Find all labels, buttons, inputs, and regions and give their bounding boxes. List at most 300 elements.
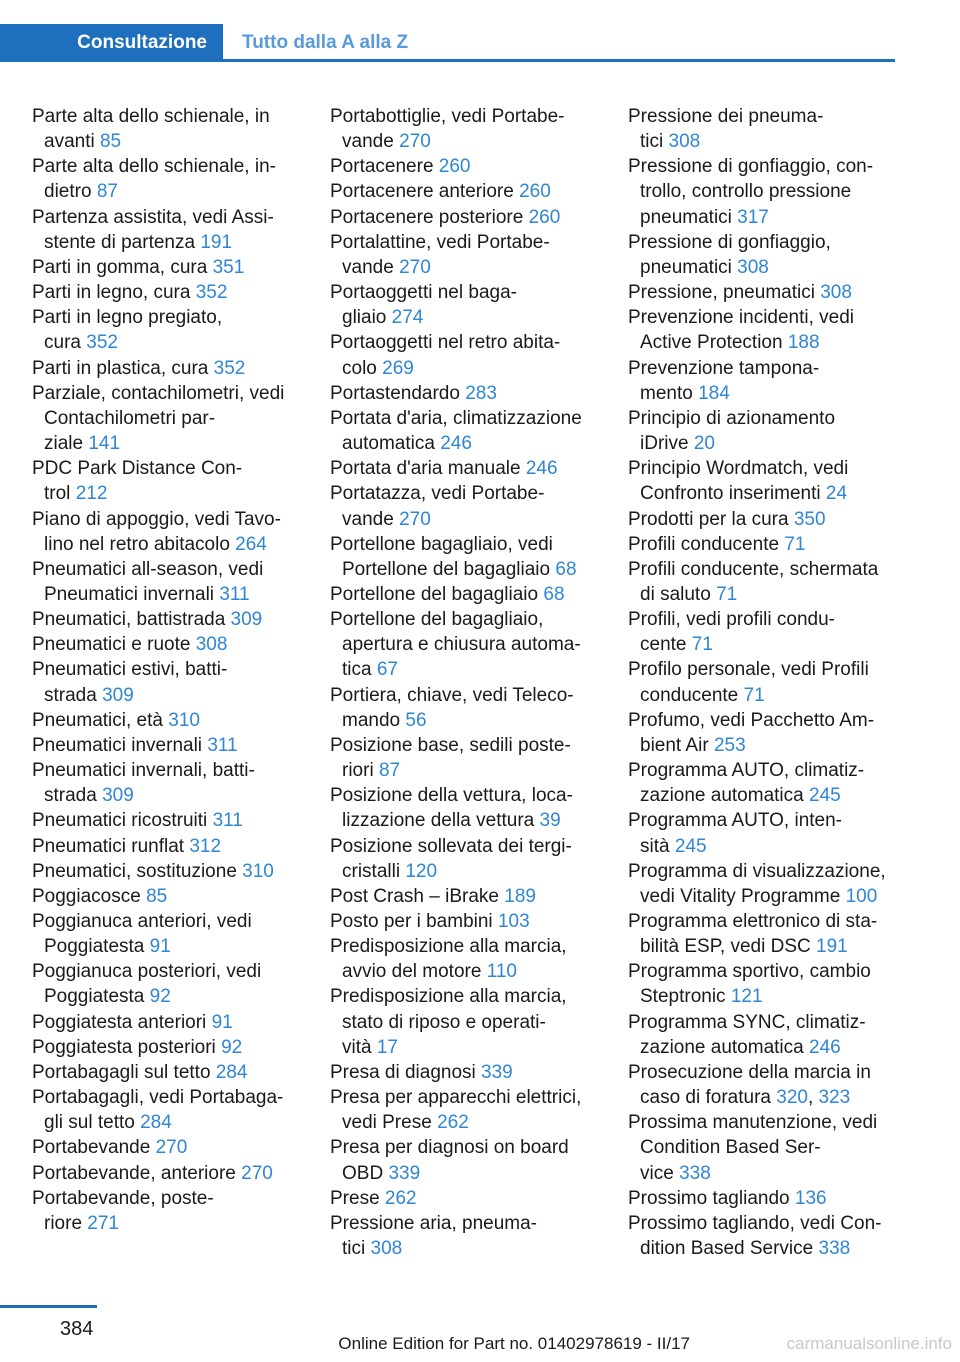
entry-text: strada (44, 684, 97, 706)
entry-text: zazione automatica (640, 785, 804, 807)
index-entry (628, 356, 896, 406)
section-tab-tutto-dalla-a-alla-z[interactable]: Tutto dalla A alla Z (242, 32, 409, 53)
index-column-3 (628, 104, 896, 1261)
entry-text: trol (44, 483, 71, 505)
page-number: 384 (60, 1318, 94, 1340)
index-entry (32, 305, 300, 355)
entry-text: Prossima manutenzione, vedi (628, 1112, 878, 1134)
entry-text: ziale (44, 433, 84, 455)
index-entry (628, 808, 896, 858)
entry-text: vità (342, 1036, 372, 1058)
page-reference-link[interactable]: 308 (820, 282, 852, 304)
entry-text: Portastendardo (330, 382, 460, 404)
page-reference-link[interactable]: 246 (809, 1036, 841, 1058)
index-entry (330, 280, 598, 330)
entry-text: caso di foratura (640, 1087, 771, 1109)
entry-text: cristalli (342, 860, 401, 882)
page-reference-link[interactable]: 284 (215, 1061, 248, 1083)
index-entry (330, 381, 598, 406)
index-entry (32, 808, 300, 833)
entry-text: Portata d'aria manuale (330, 458, 521, 480)
index-entry (32, 205, 300, 255)
page-reference-link[interactable]: 120 (405, 860, 438, 882)
page-reference-link[interactable]: 71 (743, 684, 765, 706)
page-reference-link[interactable]: 338 (679, 1162, 711, 1184)
entry-text: Programma AUTO, inten- (628, 810, 843, 832)
entry-text: Presa per diagnosi on board (330, 1137, 569, 1159)
page-reference-link[interactable]: 71 (691, 634, 713, 656)
page-header (0, 24, 895, 62)
entry-text: Programma elettronico di sta- (628, 911, 878, 932)
entry-text: Poggiatesta posteriori (32, 1036, 216, 1058)
entry-text: trollo, controllo pressione (640, 181, 852, 203)
page-reference-link[interactable]: 352 (195, 282, 228, 304)
entry-text: vande (342, 508, 394, 530)
page-reference-link[interactable]: 68 (543, 583, 565, 605)
entry-text: lino nel retro abitacolo (44, 533, 230, 555)
entry-text: Parti in gomma, cura (32, 256, 208, 278)
entry-text: avanti (44, 131, 95, 153)
entry-text: gliaio (342, 307, 387, 329)
index-entry (330, 834, 598, 884)
page-reference-link[interactable]: 270 (155, 1137, 188, 1159)
entry-text: pneumatici (640, 256, 732, 278)
entry-text: Pressione aria, pneuma- (330, 1212, 537, 1234)
entry-text: PDC Park Distance Con- (32, 458, 243, 480)
page-reference-link[interactable]: 310 (168, 709, 200, 731)
index-entry (330, 532, 598, 582)
entry-text: vande (342, 131, 394, 153)
index-entry (628, 909, 896, 959)
index-entry (330, 1135, 598, 1185)
index-entry (32, 280, 300, 305)
entry-text: iDrive (640, 433, 689, 455)
index-entry (330, 154, 598, 179)
page-reference-link[interactable]: 311 (219, 583, 250, 605)
index-entry (628, 507, 896, 532)
page-reference-link[interactable]: 91 (149, 936, 171, 958)
entry-text: Pressione di gonfiaggio, (628, 231, 831, 253)
page-reference-link[interactable]: 188 (787, 332, 820, 354)
index-entry (32, 1186, 300, 1236)
edition-note: Online Edition for Part no. 01402978619 - II/17 (338, 1334, 690, 1353)
entry-text: vedi Vitality Programme (640, 885, 841, 907)
page-reference-link[interactable]: 308 (737, 256, 769, 278)
index-entry (32, 1135, 300, 1160)
page-reference-link[interactable]: 67 (376, 659, 398, 681)
page-reference-link[interactable]: 191 (816, 936, 848, 958)
entry-text: Portellone bagagliaio, vedi (330, 533, 553, 555)
footer-divider (0, 1305, 97, 1308)
entry-text: lizzazione della vettura (342, 810, 535, 832)
entry-text: Prosecuzione della marcia in (628, 1061, 871, 1083)
page-reference-link[interactable]: 141 (88, 433, 121, 455)
entry-text: Portellone del bagagliaio (330, 583, 539, 605)
entry-text: vedi Prese (342, 1112, 432, 1134)
entry-text: Pneumatici, età (32, 709, 163, 731)
entry-text: Pressione di gonfiaggio, con- (628, 156, 874, 178)
entry-text: Active Protection (640, 332, 783, 354)
entry-text: Pneumatici runflat (32, 835, 185, 857)
index-entry (32, 632, 300, 657)
entry-text: Steptronic (640, 986, 726, 1008)
index-entry (32, 557, 300, 607)
entry-text: Portacenere (330, 156, 434, 178)
entry-text: Portacenere posteriore (330, 206, 524, 228)
page-reference-link[interactable]: 270 (399, 508, 431, 530)
page-reference-link[interactable]: 309 (230, 609, 263, 631)
entry-text: automatica (342, 433, 435, 455)
entry-text: bient Air (640, 734, 709, 756)
index-entry (330, 1211, 598, 1261)
entry-text: strada (44, 785, 97, 807)
index-entry (32, 507, 300, 557)
entry-text: riore (44, 1212, 83, 1234)
entry-text: Portata d'aria, climatizzazione (330, 407, 582, 429)
entry-text: Programma sportivo, cambio (628, 961, 871, 983)
page-reference-link[interactable]: 338 (818, 1238, 851, 1260)
entry-text: Poggiatesta (44, 986, 145, 1008)
page-reference-link[interactable]: 91 (211, 1011, 233, 1033)
index-entry (32, 104, 300, 154)
page-reference-link[interactable]: 121 (730, 986, 763, 1008)
index-entry (32, 1035, 300, 1060)
page-reference-link[interactable]: 100 (845, 885, 878, 907)
index-entry (628, 859, 896, 909)
entry-text: Portabevande, anteriore (32, 1162, 236, 1184)
index-entry (628, 1211, 896, 1261)
entry-text: Poggiacosce (32, 885, 141, 907)
header-divider (223, 59, 895, 62)
page-reference-link[interactable]: 184 (698, 382, 730, 404)
entry-text: Posto per i bambini (330, 911, 493, 932)
page-reference-link[interactable]: 308 (195, 634, 228, 656)
page-reference-link[interactable]: 260 (438, 156, 471, 178)
index-entry: Prosecuzione della marcia in caso di foratura 320, 323 (628, 1061, 871, 1109)
page-reference-link[interactable]: 189 (504, 885, 536, 907)
page-reference-link[interactable]: 309 (102, 785, 134, 807)
index-entry (628, 657, 896, 707)
page-reference-link[interactable]: 87 (378, 760, 401, 782)
page-reference-link[interactable]: 262 (437, 1112, 469, 1134)
entry-text: dietro (44, 181, 92, 203)
index-entry (628, 607, 896, 657)
entry-text: Pneumatici, battistrada (32, 609, 226, 631)
entry-text: colo (342, 357, 377, 379)
entry-text: stato di riposo e operati- (342, 1011, 546, 1033)
entry-text: Profili conducente (628, 533, 780, 555)
index-entry (330, 783, 598, 833)
page-reference-link[interactable]: 246 (525, 458, 558, 480)
index-entry (628, 758, 896, 808)
page-reference-link[interactable]: 352 (213, 357, 246, 379)
entry-text: Programma SYNC, climatiz- (628, 1011, 866, 1033)
index-entry (32, 356, 300, 381)
entry-text: Pressione dei pneuma- (628, 106, 824, 127)
entry-text: tica (342, 659, 372, 681)
entry-text: gli sul tetto (44, 1112, 135, 1134)
entry-text: Portiera, chiave, vedi Teleco- (330, 684, 574, 706)
entry-text: sità (640, 835, 670, 857)
entry-text: Portacenere anteriore (330, 181, 514, 203)
index-entry (32, 381, 300, 456)
page-reference-link[interactable]: 17 (376, 1036, 398, 1058)
index-entry (32, 255, 300, 280)
index-entry (628, 280, 896, 305)
index-entry (330, 179, 598, 204)
index-entry (32, 708, 300, 733)
entry-text: Presa di diagnosi (330, 1061, 476, 1083)
entry-text: Piano di appoggio, vedi Tavo- (32, 508, 281, 530)
entry-text: Portabagagli sul tetto (32, 1061, 211, 1083)
entry-text: Partenza assistita, vedi Assi- (32, 206, 274, 228)
page-reference-link[interactable]: 71 (784, 533, 806, 555)
entry-text: riori (342, 760, 374, 782)
entry-text: Portellone del bagagliaio (342, 558, 551, 580)
entry-text: Portaoggetti nel baga- (330, 282, 517, 304)
index-entry (330, 1085, 598, 1135)
entry-text: Portabevande, poste- (32, 1187, 214, 1209)
page-reference-link[interactable]: 350 (793, 508, 826, 530)
entry-text: Prese (330, 1187, 380, 1209)
entry-text: Portaoggetti nel retro abita- (330, 332, 561, 354)
entry-text: Condition Based Ser- (640, 1137, 821, 1159)
entry-text: bilità ESP, vedi DSC (640, 936, 811, 958)
entry-text: Programma di visualizzazione, (628, 860, 886, 882)
index-entry (32, 859, 300, 884)
index-entry (628, 406, 896, 456)
index-entry (628, 154, 896, 229)
page-reference-link[interactable]: 312 (189, 835, 222, 857)
entry-text: cente (640, 634, 687, 656)
entry-text: Presa per apparecchi elettrici, (330, 1087, 582, 1109)
page-reference-link[interactable]: 311 (207, 734, 238, 756)
index-entry (330, 683, 598, 733)
page-reference-link[interactable]: 260 (528, 206, 561, 228)
index-entry (32, 959, 300, 1009)
entry-text: Principio Wordmatch, vedi (628, 458, 849, 480)
index-entry (32, 1060, 300, 1085)
entry-text: Posizione base, sedili poste- (330, 734, 571, 756)
entry-text: Profili conducente, schermata (628, 558, 879, 580)
page-reference-link[interactable]: 56 (405, 709, 427, 731)
page-reference-link[interactable]: 317 (737, 206, 769, 228)
entry-text: Pneumatici invernali (44, 583, 215, 605)
index-entry (628, 104, 896, 154)
entry-text: Confronto inserimenti (640, 483, 821, 505)
page-reference-link[interactable]: 339 (481, 1061, 513, 1083)
entry-text: Prossimo tagliando, vedi Con- (628, 1212, 882, 1234)
page-reference-link[interactable]: 323 (818, 1087, 851, 1109)
page-reference-link[interactable]: 253 (713, 734, 746, 756)
entry-text: Pneumatici e ruote (32, 634, 191, 656)
index-entry (330, 884, 598, 909)
index-entry (330, 481, 598, 531)
entry-text: Predisposizione alla marcia, (330, 986, 567, 1008)
entry-text: Posizione sollevata dei tergi- (330, 835, 572, 857)
index-entry (32, 607, 300, 632)
index-entry (330, 205, 598, 230)
page-reference-link[interactable]: 87 (96, 181, 118, 203)
page-reference-link[interactable]: 283 (465, 382, 497, 404)
page-reference-link[interactable]: 85 (99, 131, 122, 153)
index-entry (32, 1010, 300, 1035)
page-reference-link[interactable]: 68 (555, 558, 577, 580)
page-reference-link[interactable]: 264 (235, 533, 267, 555)
index-entry (32, 733, 300, 758)
index-entry (330, 1060, 598, 1085)
page-reference-link[interactable]: 308 (370, 1238, 403, 1260)
entry-text: Pneumatici invernali, batti- (32, 760, 255, 782)
entry-text: pneumatici (640, 206, 732, 228)
page-reference-link[interactable]: 136 (794, 1187, 827, 1209)
entry-text: Parziale, contachilometri, vedi (32, 382, 285, 404)
entry-text: Profumo, vedi Pacchetto Am- (628, 709, 875, 731)
page-reference-link[interactable]: 339 (388, 1162, 421, 1184)
page-reference-link[interactable]: 311 (212, 810, 243, 832)
entry-text: Post Crash – iBrake (330, 885, 499, 907)
entry-text: Pneumatici estivi, batti- (32, 659, 228, 681)
page-reference-link[interactable]: 308 (668, 131, 701, 153)
index-column-2 (330, 104, 598, 1261)
entry-text: Portalattine, vedi Portabe- (330, 231, 550, 253)
entry-text: Pneumatici ricostruiti (32, 810, 208, 832)
entry-text: Profilo personale, vedi Profili (628, 659, 869, 681)
page-reference-link[interactable]: 110 (486, 961, 517, 983)
entry-text: dition Based Service (640, 1238, 814, 1260)
page-reference-link[interactable]: 212 (75, 483, 108, 505)
watermark: carmanualsonline.info (786, 1334, 952, 1353)
index-entry (628, 959, 896, 1009)
entry-text: Portabottiglie, vedi Portabe- (330, 106, 565, 127)
index-entry (628, 557, 896, 607)
index-entry (32, 657, 300, 707)
index-entry (628, 456, 896, 506)
page-reference-link[interactable]: 270 (399, 131, 431, 153)
entry-text: Principio di azionamento (628, 407, 836, 429)
index-entry (32, 1085, 300, 1135)
entry-text: Pneumatici, sostituzione (32, 860, 237, 882)
entry-text: conducente (640, 684, 739, 706)
entry-text: Prevenzione incidenti, vedi (628, 307, 855, 329)
entry-text: vande (342, 256, 394, 278)
page-reference-link[interactable]: 352 (86, 332, 118, 354)
section-tab-consultazione[interactable]: Consultazione (0, 24, 223, 62)
index-entry (330, 984, 598, 1059)
index-column-1 (32, 104, 300, 1236)
page-reference-link[interactable]: 71 (716, 583, 738, 605)
page-reference-link[interactable]: 39 (539, 810, 561, 832)
entry-text: OBD (342, 1162, 384, 1184)
index-entry (32, 154, 300, 204)
entry-text: zazione automatica (640, 1036, 804, 1058)
page-reference-link[interactable]: 270 (399, 256, 431, 278)
page-reference-link[interactable]: 246 (440, 433, 472, 455)
entry-text: stente di partenza (44, 231, 196, 253)
page-reference-link[interactable]: 92 (149, 986, 171, 1008)
entry-text: Poggiatesta anteriori (32, 1011, 207, 1033)
entry-text: cura (44, 332, 81, 354)
index-entry (628, 305, 896, 355)
entry-text: Portabevande (32, 1137, 151, 1159)
entry-text: Parti in plastica, cura (32, 357, 209, 379)
index-entry (32, 1161, 300, 1186)
index-entry (628, 708, 896, 758)
page-reference-link[interactable]: 24 (825, 483, 848, 505)
index-entry (330, 456, 598, 481)
index-entry (32, 884, 300, 909)
entry-text: Poggianuca anteriori, vedi (32, 911, 252, 932)
entry-text: vice (640, 1162, 674, 1184)
entry-text: Profili, vedi profili condu- (628, 609, 835, 631)
entry-text: di saluto (640, 583, 711, 605)
entry-text: mando (342, 709, 401, 731)
page-reference-link[interactable]: 85 (146, 885, 168, 907)
page-reference-link[interactable]: 310 (242, 860, 274, 882)
index-entry (628, 532, 896, 557)
entry-text: Parte alta dello schienale, in- (32, 156, 276, 178)
entry-text: apertura e chiusura automa- (342, 634, 581, 656)
index-entry (32, 909, 300, 959)
page-reference-link[interactable]: 309 (102, 684, 134, 706)
page-reference-link[interactable]: 245 (674, 835, 707, 857)
index-entry (330, 330, 598, 380)
page-reference-link[interactable]: 320 (776, 1087, 808, 1109)
page-reference-link[interactable]: 351 (212, 256, 245, 278)
page-reference-link[interactable]: 274 (391, 307, 424, 329)
entry-text: avvio del motore (342, 961, 482, 983)
index-entry (330, 230, 598, 280)
entry-text: Portabagagli, vedi Portabaga- (32, 1087, 284, 1109)
entry-text: mento (640, 382, 693, 404)
entry-text: Parti in legno pregiato, (32, 307, 223, 329)
index-entry (330, 1186, 598, 1211)
index-entry (628, 230, 896, 280)
index-entry (330, 934, 598, 984)
entry-text: Portellone del bagagliaio, (330, 609, 544, 631)
entry-text: Poggianuca posteriori, vedi (32, 961, 262, 983)
page-reference-link[interactable]: 284 (140, 1112, 172, 1134)
page-reference-link[interactable]: 103 (497, 911, 530, 932)
page-reference-link[interactable]: 245 (809, 785, 841, 807)
index-entry (628, 1186, 896, 1211)
index-entry (32, 456, 300, 506)
index-entry (330, 104, 598, 154)
page-reference-link[interactable]: 20 (693, 433, 715, 455)
entry-text: Pressione, pneumatici (628, 282, 815, 304)
index-entry (330, 406, 598, 456)
index-entry (330, 909, 598, 934)
page-reference-link[interactable]: 262 (384, 1187, 417, 1209)
entry-text: Parti in legno, cura (32, 282, 191, 304)
page-reference-link[interactable]: 191 (200, 231, 233, 253)
index-entry (32, 758, 300, 808)
page-reference-link[interactable]: 270 (241, 1162, 273, 1184)
page-reference-link[interactable]: 260 (519, 181, 551, 203)
entry-text: Parte alta dello schienale, in (32, 106, 270, 127)
page-reference-link[interactable]: 269 (382, 357, 414, 379)
entry-text: Contachilometri par- (44, 407, 216, 429)
entry-text: Pneumatici invernali (32, 734, 203, 756)
entry-text: Portatazza, vedi Portabe- (330, 483, 545, 505)
entry-text: tici (342, 1238, 366, 1260)
page-reference-link[interactable]: 271 (87, 1212, 119, 1234)
page-reference-link[interactable]: 92 (221, 1036, 243, 1058)
entry-text: Posizione della vettura, loca- (330, 785, 573, 807)
index-entry (628, 1110, 896, 1185)
entry-text: Programma AUTO, climatiz- (628, 760, 865, 782)
entry-text: Pneumatici all-season, vedi (32, 558, 264, 580)
